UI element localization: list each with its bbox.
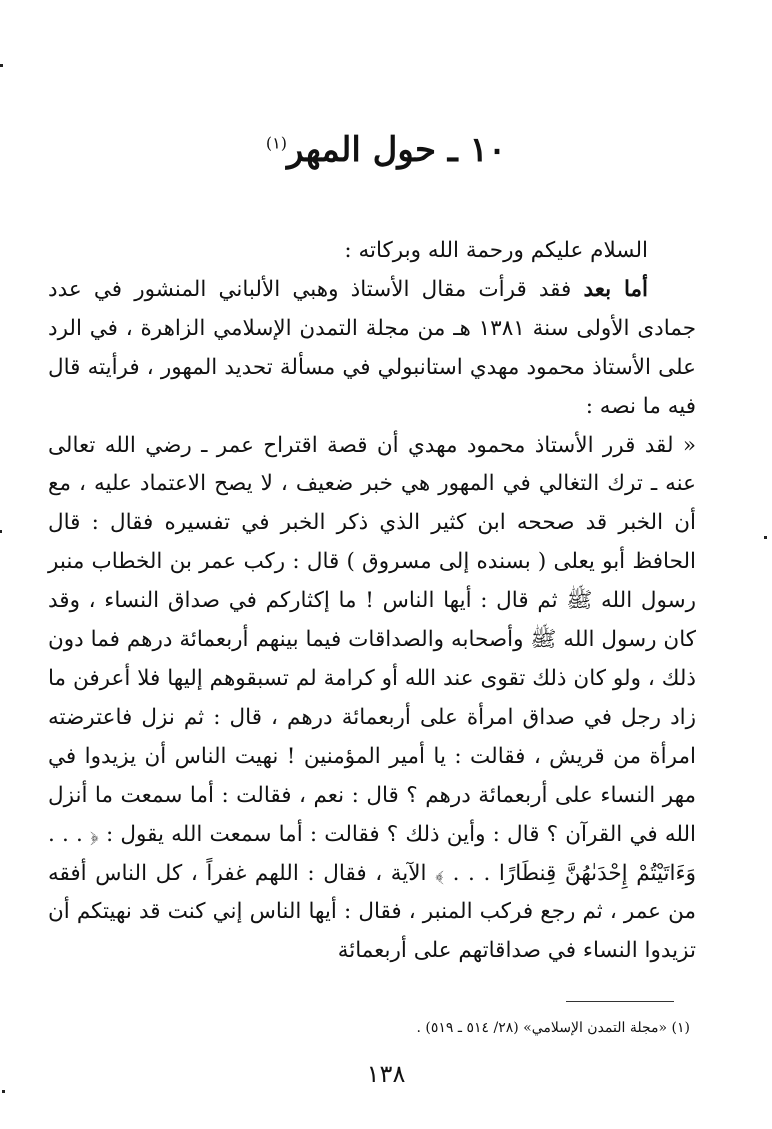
scan-speck [0, 64, 3, 67]
body-text [48, 232, 696, 971]
title-footnote-marker: (١) [265, 133, 287, 153]
scan-speck [764, 536, 767, 539]
paragraph-text: « لقد قرر الأستاذ محمود مهدي أن قصة اقتراح عمر ـ رضي الله تعالى عنه ـ ترك التغالي في المهور هي خبر ضعيف ، لا يصح الاعتماد عليه ، مع أن الخبر قد صححه ابن كثير الذي ذكر الخبر في تفسيره فقال : قال الحافظ أبو يعلى ( بسنده إلى مسروق ) قال : ركب عمر بن الخطاب منبر رسول الله ﷺ ثم قال : أيها الناس ! ما إكثاركم في صداق النساء ، وقد كان رسول الله ﷺ وأصحابه والصداقات فيما بينهم أربعمائة درهم فما دون ذلك ، ولو كان ذلك تقوى عند الله أو كرامة لم تسبقوهم إليها فلا أعرفن ما زاد رجل في صداق امرأة على أربعمائة درهم ، قال : ثم نزل فاعترضته امرأة من قريش ، فقالت : يا أمير المؤمنين ! نهيت الناس أن يزيدوا في مهر النساء على أربعمائة درهم ؟ قال : نعم ، فقالت : أما سمعت ما أنزل الله في القرآن ؟ قال : وأين ذلك ؟ فقالت : أما سمعت الله يقول : ﴿ . . . وَءَاتَيْتُمْ إِحْدَىٰهُنَّ قِنطَارًا . . . ﴾ الآية ، فقال : اللهم غفراً ، كل الناس أفقه من عمر ، ثم رجع فركب المنبر ، فقال : أيها الناس إني كنت قد نهيتكم أن تزيدوا النساء في صداقاتهم على أربعمائة [48, 432, 696, 964]
chapter-title-text: ١٠ ـ حول المهر [286, 130, 507, 170]
page-number: ١٣٨ [366, 1060, 406, 1088]
scan-speck [0, 530, 2, 533]
paragraph [48, 271, 696, 427]
paragraph [48, 232, 696, 271]
footnote-divider [566, 1001, 674, 1002]
chapter-title [0, 130, 772, 170]
paragraph-text: السلام عليكم ورحمة الله وبركاته : [344, 238, 648, 263]
paragraph-lead: أما بعد [583, 276, 648, 302]
paragraph [48, 427, 696, 972]
paragraph-text: فقد قرأت مقال الأستاذ وهبي الألباني المنشور في عدد جمادى الأولى سنة ١٣٨١ هـ من مجلة التمدن الإسلامي الزاهرة ، في الرد على الأستاذ محمود مهدي استانبولي في مسألة تحديد المهور ، فرأيته قال فيه ما نصه : [48, 276, 696, 419]
scan-speck [2, 1090, 5, 1093]
footnote: (١) «مجلة التمدن الإسلامي» (٢٨/ ٥١٤ ـ ٥١٩) . [416, 1020, 690, 1036]
